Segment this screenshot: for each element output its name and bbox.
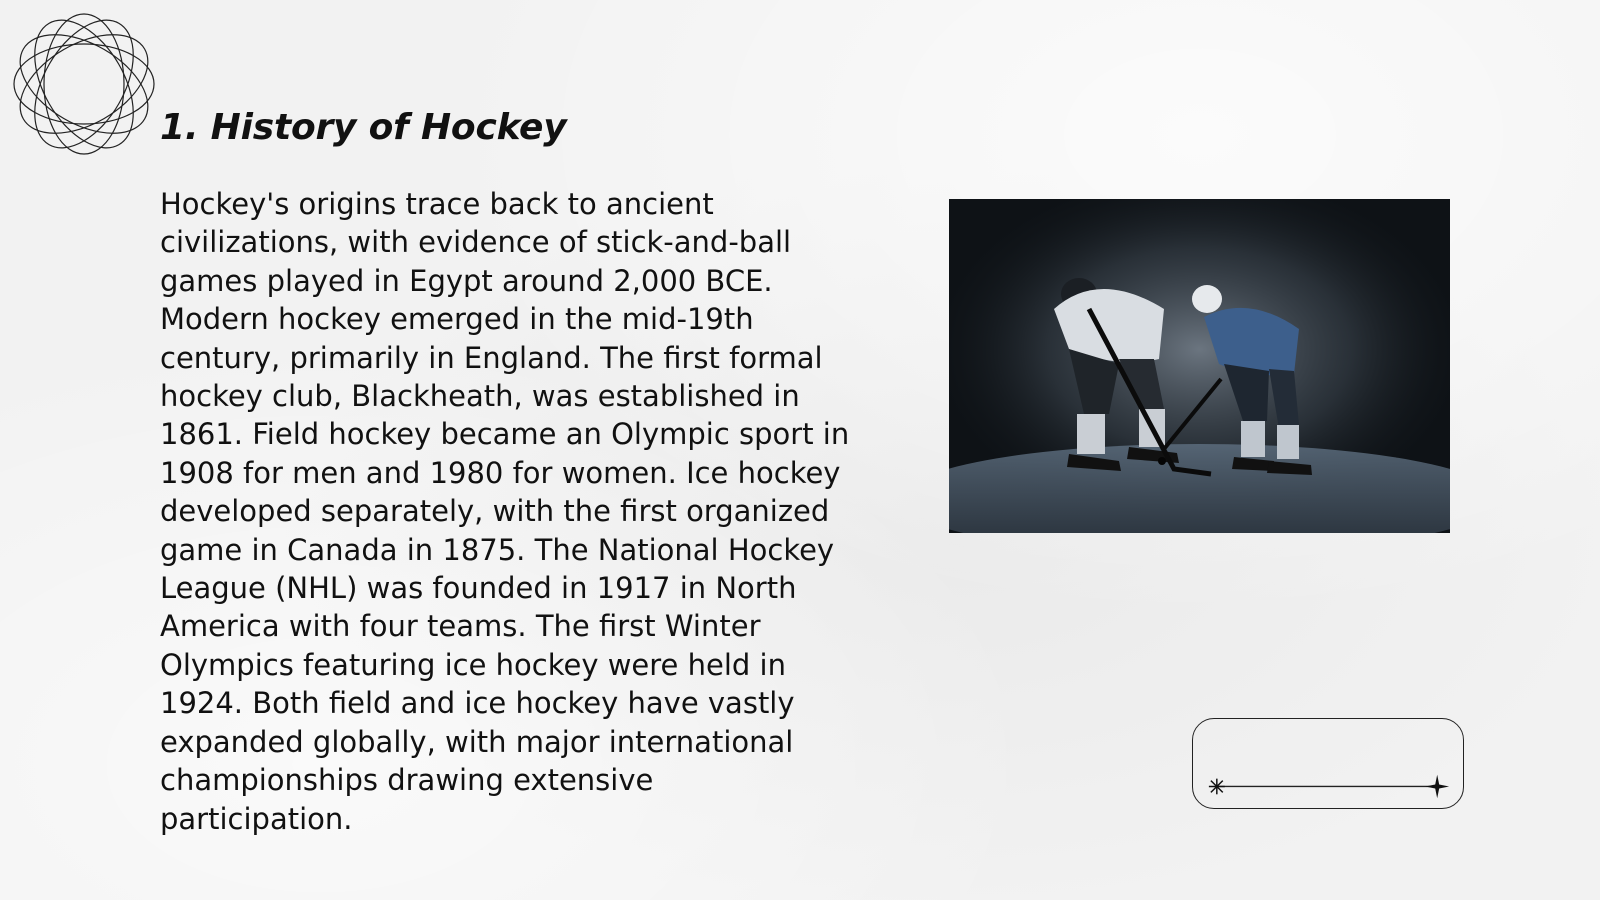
ice-hockey-faceoff-photo [949,199,1450,533]
sparkle-icon [1425,775,1449,798]
decorative-outline-box [1192,718,1464,809]
slide-title: 1. History of Hockey [160,107,567,148]
interlocking-rings-icon [10,10,158,158]
starburst-icon [1209,779,1225,795]
slide-body-text: Hockey's origins trace back to ancient civilizations, with evidence of stick-and-ball games played in Egypt around 2,000 BCE. Modern hockey emerged in the mid-19th century, primarily in England. The first formal hockey club, Blackheath, was established in 1861. Field hockey became an Olympic sport in 1908 for men and 1980 for women. Ice hockey developed separately, with the first organized game in Canada in 1875. The National Hockey League (NHL) was founded in 1917 in North America with four teams. The first Winter Olympics featuring ice hockey were held in 1924. Both field and ice hockey have vastly expanded globally, with major international championships drawing extensive participation. [160,187,850,836]
